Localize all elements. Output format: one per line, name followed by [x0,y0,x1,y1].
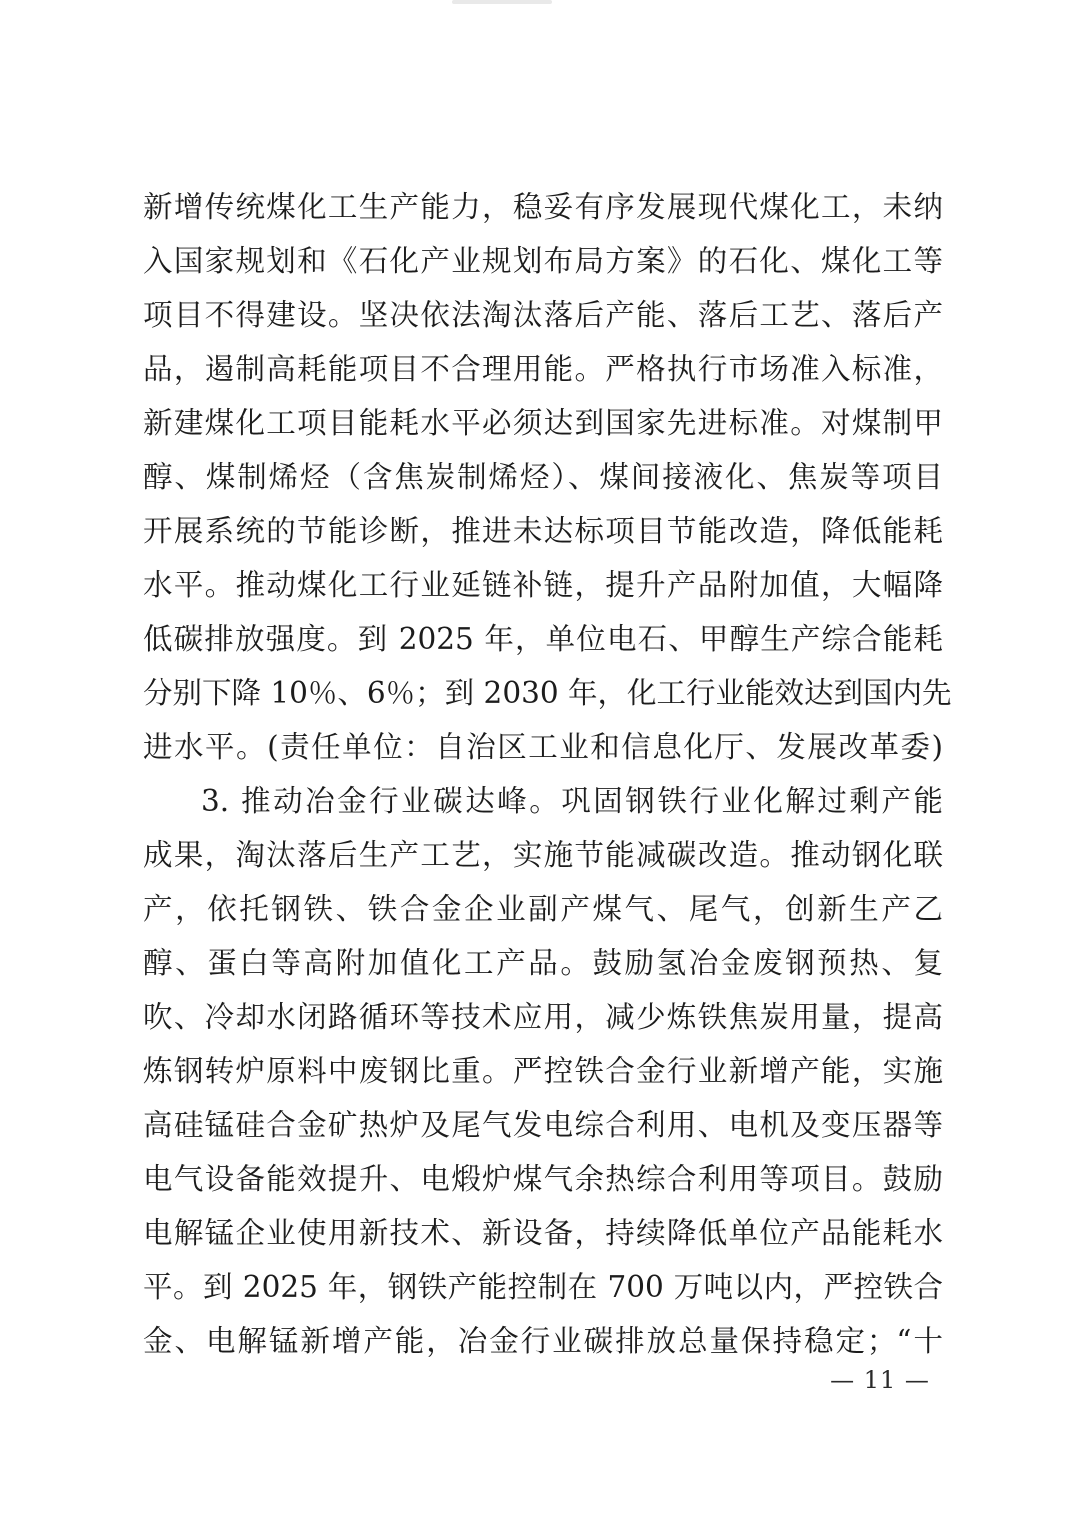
text-line: 品，遏制高耗能项目不合理用能。严格执行市场准入标准， [143,352,943,386]
text-line: 入国家规划和《石化产业规划布局方案》的石化、煤化工等 [143,244,943,278]
text-line: 成果，淘汰落后生产工艺，实施节能减碳改造。推动钢化联 [143,838,943,872]
text-line: 项目不得建设。坚决依法淘汰落后产能、落后工艺、落后产 [143,298,943,332]
text-line: 醇、煤制烯烃（含焦炭制烯烃）、煤间接液化、焦炭等项目 [143,460,943,494]
page-number: — 11 — [830,1366,930,1394]
text-line: 醇、蛋白等高附加值化工产品。鼓励氢冶金废钢预热、复 [143,946,943,980]
text-line: 金、电解锰新增产能，冶金行业碳排放总量保持稳定；“十 [143,1324,943,1358]
text-line: 高硅锰硅合金矿热炉及尾气发电综合利用、电机及变压器等 [143,1108,943,1142]
text-line: 平。到 2025 年，钢铁产能控制在 700 万吨以内，严控铁合 [143,1270,943,1304]
text-line: 电气设备能效提升、电煅炉煤气余热综合利用等项目。鼓励 [143,1162,943,1196]
text-line: 分别下降 10％、6％；到 2030 年，化工行业能效达到国内先 [143,676,952,710]
section-heading-line: 3. 推动冶金行业碳达峰。巩固钢铁行业化解过剩产能 [201,784,943,818]
text-line: 电解锰企业使用新技术、新设备，持续降低单位产品能耗水 [143,1216,943,1250]
text-line: 新建煤化工项目能耗水平必须达到国家先进标准。对煤制甲 [143,406,943,440]
text-line: 水平。推动煤化工行业延链补链，提升产品附加值，大幅降 [143,568,943,602]
text-line: 开展系统的节能诊断，推进未达标项目节能改造，降低能耗 [143,514,943,548]
text-line: 新增传统煤化工生产能力，稳妥有序发展现代煤化工，未纳 [143,190,943,224]
text-line: 产，依托钢铁、铁合金企业副产煤气、尾气，创新生产乙 [143,892,943,926]
text-line: 炼钢转炉原料中废钢比重。严控铁合金行业新增产能，实施 [143,1054,943,1088]
text-line: 吹、冷却水闭路循环等技术应用，减少炼铁焦炭用量，提高 [143,1000,943,1034]
body-text [143,180,952,1368]
scan-top-mark [452,0,552,4]
text-line: 低碳排放强度。到 2025 年，单位电石、甲醇生产综合能耗 [143,622,943,656]
text-line-responsibility: 进水平。(责任单位：自治区工业和信息化厅、发展改革委) [143,730,943,764]
